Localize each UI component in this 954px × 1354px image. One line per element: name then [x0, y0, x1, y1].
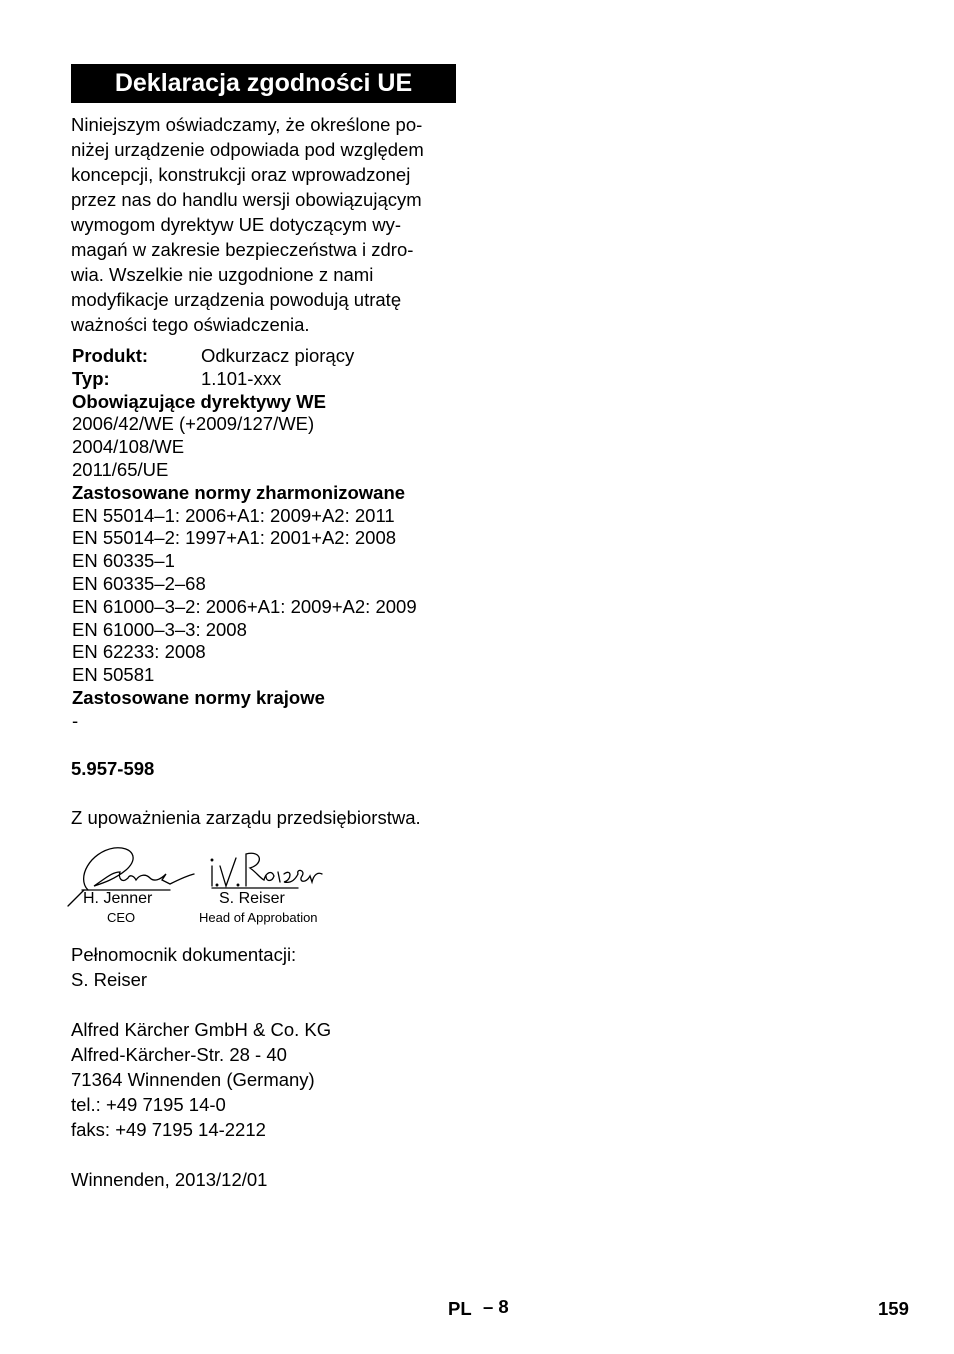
specification-block	[72, 345, 492, 733]
address-line: faks: +49 7195 14-2212	[71, 1119, 266, 1140]
address-line: tel.: +49 7195 14-0	[71, 1094, 226, 1115]
intro-line: modyfikacje urządzenia powodują utratę	[71, 289, 402, 310]
page-title: Deklaracja zgodności UE	[71, 64, 456, 103]
footer-language: PL	[448, 1298, 472, 1319]
address-line: Alfred-Kärcher-Str. 28 - 40	[71, 1044, 287, 1065]
document-number: 5.957-598	[71, 758, 155, 779]
signatory-role: Head of Approbation	[199, 910, 318, 925]
standard-item: EN 55014–2: 1997+A1: 2001+A2: 2008	[72, 527, 397, 549]
harmonized-heading: Zastosowane normy zharmonizowane	[72, 481, 406, 503]
signatory-name: H. Jenner	[83, 890, 153, 907]
documentation-representative	[71, 942, 296, 992]
intro-paragraph	[71, 112, 463, 337]
signatory-role: CEO	[107, 910, 136, 925]
intro-line: wymogom dyrektyw UE dotyczącym wy-	[71, 214, 401, 235]
footer-page-number: 159	[878, 1298, 909, 1319]
product-label: Produkt:	[72, 345, 149, 366]
standard-item: EN 55014–1: 2006+A1: 2009+A2: 2011	[72, 504, 395, 526]
standard-item: EN 60335–2–68	[72, 572, 206, 594]
intro-line: Niniejszym oświadczamy, że określone po-	[71, 114, 423, 135]
directive-item: 2006/42/WE (+2009/127/WE)	[72, 413, 315, 435]
intro-line: ważności tego oświadczenia.	[71, 314, 310, 335]
intro-line: koncepcji, konstrukcji oraz wprowadzonej	[71, 164, 411, 185]
documentation-name: S. Reiser	[71, 969, 148, 990]
intro-line: niżej urządzenie odpowiada pod względem	[71, 139, 424, 160]
signatory-name: S. Reiser	[219, 890, 285, 907]
standard-item: EN 50581	[72, 664, 155, 686]
intro-line: magań w zakresie bezpieczeństwa i zdro-	[71, 239, 414, 260]
type-value: 1.101-xxx	[201, 367, 282, 389]
intro-line: przez nas do handlu wersji obowiązującym	[71, 189, 422, 210]
company-address	[71, 1017, 331, 1142]
product-row	[72, 345, 492, 368]
national-heading: Zastosowane normy krajowe	[72, 686, 325, 708]
product-value: Odkurzacz piorący	[201, 345, 355, 366]
standard-item: EN 61000–3–3: 2008	[72, 618, 247, 640]
type-label: Typ:	[72, 367, 110, 389]
address-line: Alfred Kärcher GmbH & Co. KG	[71, 1019, 332, 1040]
directive-item: 2011/65/UE	[72, 458, 169, 480]
footer-section-page: – 8	[483, 1296, 509, 1317]
documentation-label: Pełnomocnik dokumentacji:	[71, 944, 297, 965]
place-date: Winnenden, 2013/12/01	[71, 1169, 268, 1190]
intro-line: wia. Wszelkie nie uzgodnione z nami	[71, 264, 374, 285]
standard-item: EN 60335–1	[72, 550, 175, 572]
type-row	[72, 368, 492, 391]
standard-item: EN 62233: 2008	[72, 641, 206, 663]
national-item: -	[72, 709, 79, 731]
standard-item: EN 61000–3–2: 2006+A1: 2009+A2: 2009	[72, 595, 417, 617]
reiser-signature	[211, 853, 322, 888]
directive-item: 2004/108/WE	[72, 436, 185, 458]
authority-statement: Z upoważnienia zarządu przedsiębiorstwa.	[71, 807, 421, 828]
directives-heading: Obowiązujące dyrektywy WE	[72, 390, 326, 412]
address-line: 71364 Winnenden (Germany)	[71, 1069, 315, 1090]
